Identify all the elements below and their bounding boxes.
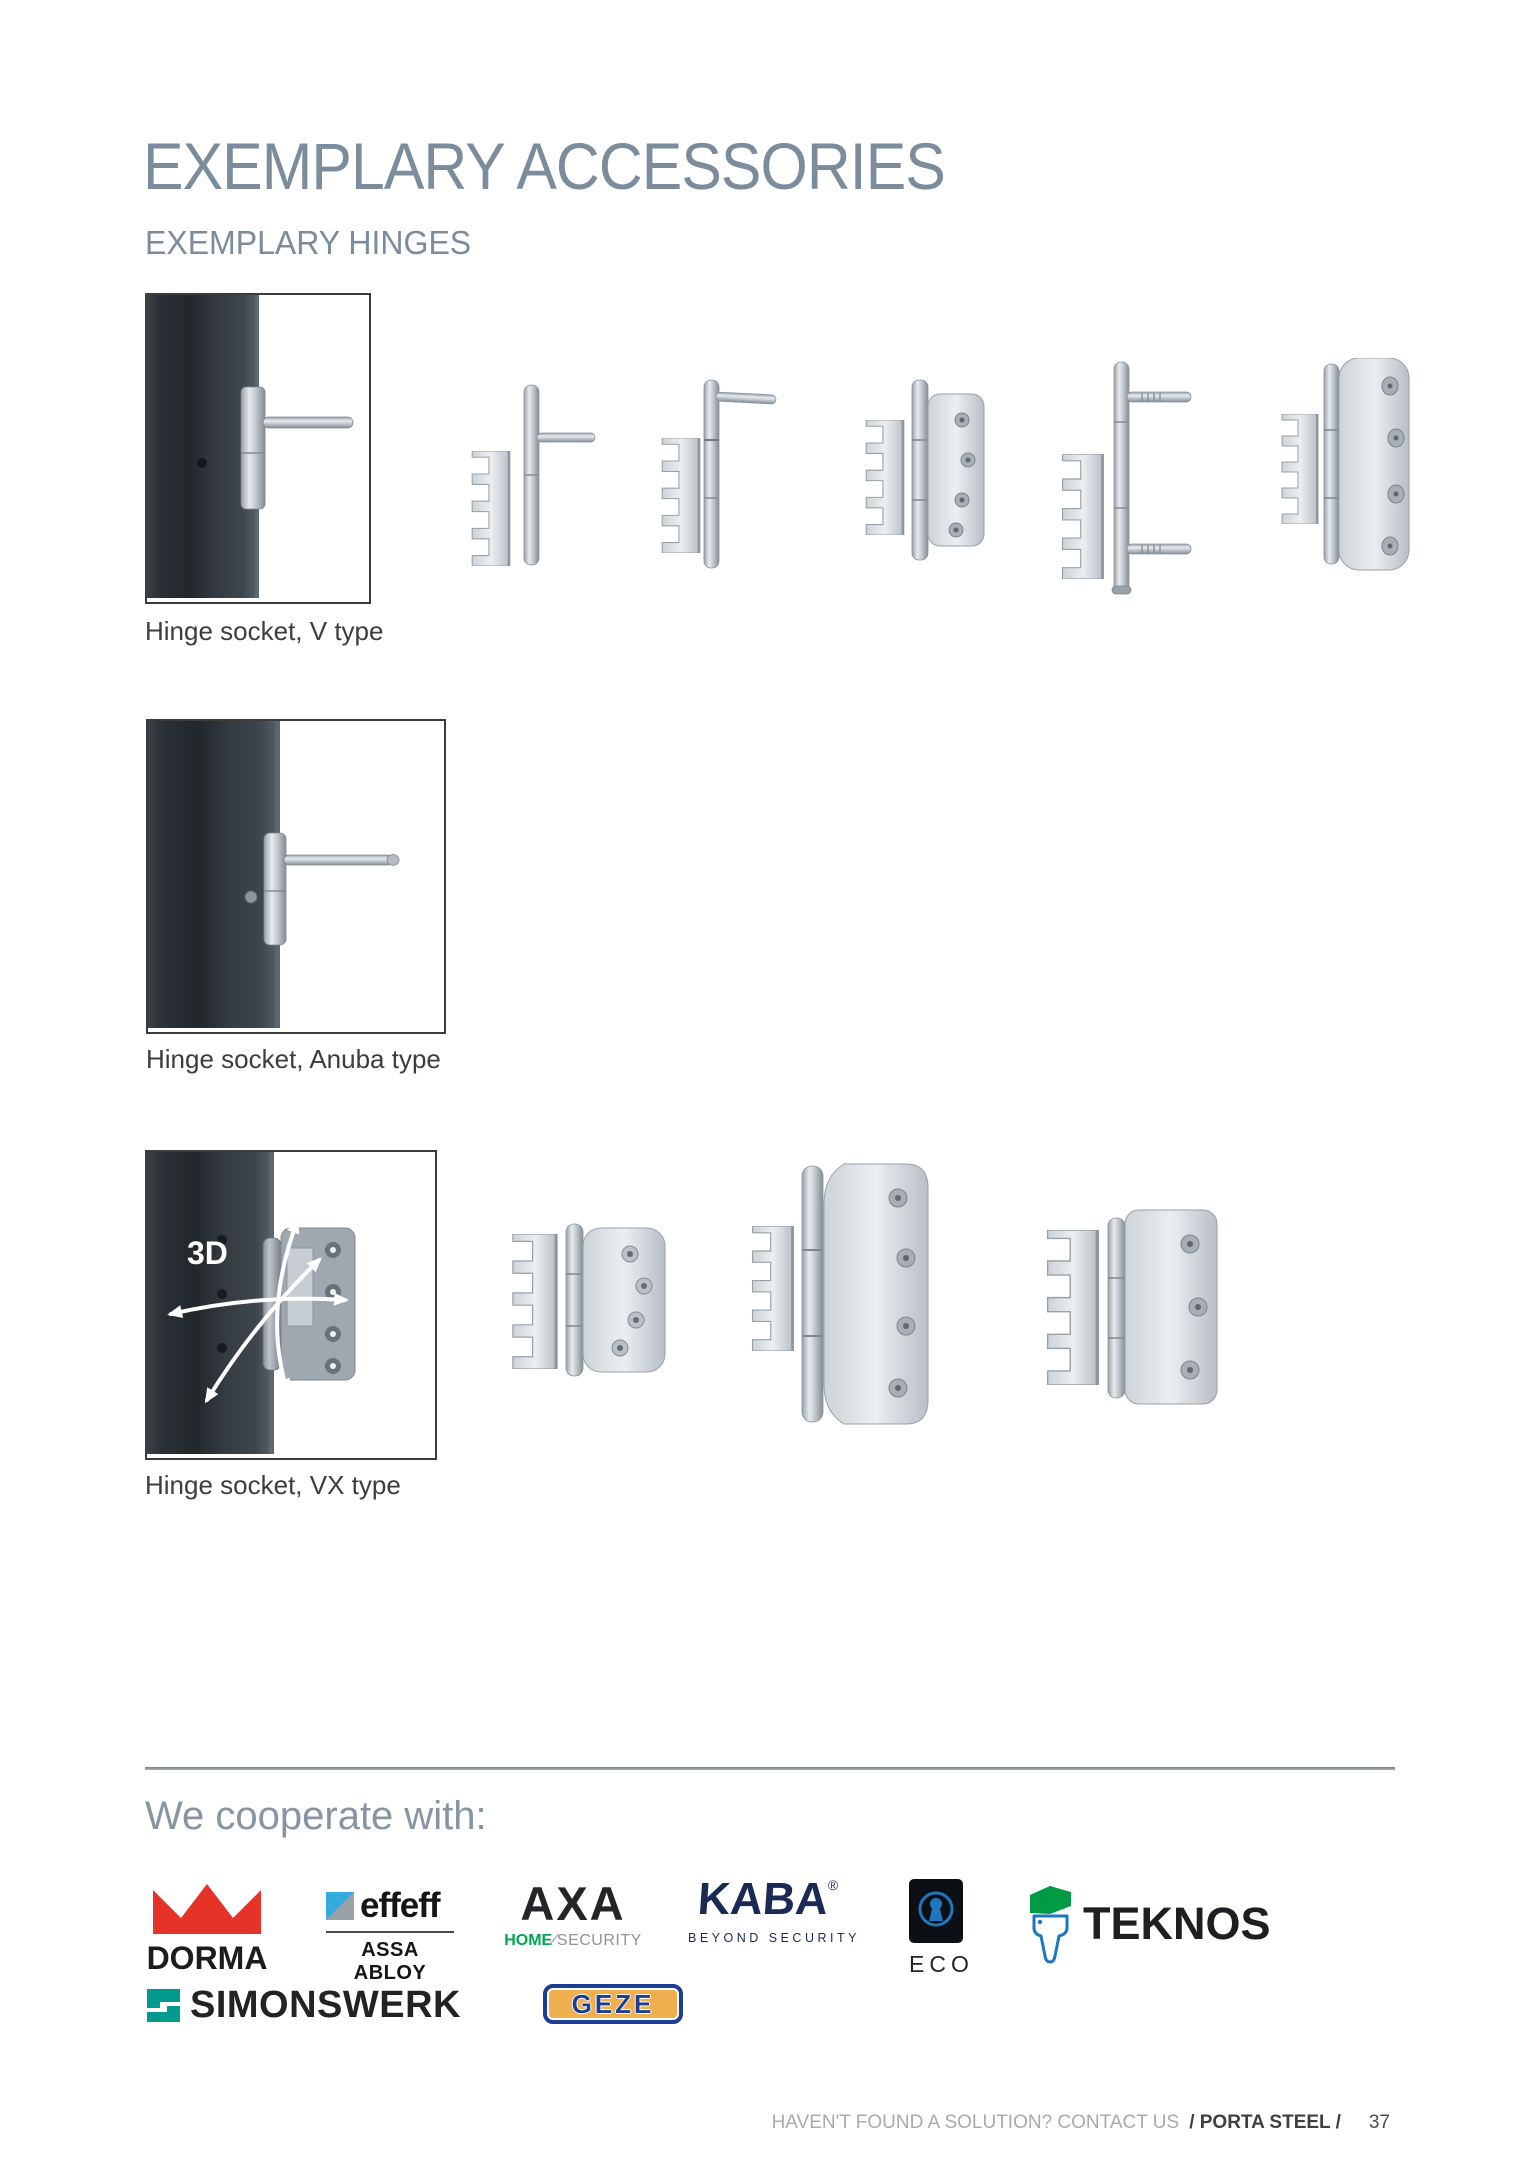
page-title: EXEMPLARY ACCESSORIES [143,129,945,203]
dorma-wordmark: DORMA [146,1940,268,1976]
logo-eco [905,1879,974,1978]
section-divider [145,1767,1395,1770]
door-frame-vx-image [147,1152,431,1454]
dorma-crown-icon [145,1884,269,1934]
axa-wordmark: AXA [520,1877,626,1930]
teknos-brush-icon [1026,1882,1074,1966]
geze-wordmark: GEZE [571,1988,655,2019]
eco-wordmark: ECO [909,1951,974,1977]
logo-geze [543,1984,683,2024]
footer-brand: / PORTA STEEL / [1189,2112,1341,2133]
kaba-wordmark: KABA [696,1873,830,1924]
logo-dorma [145,1884,269,1977]
effeff-square-icon [326,1892,354,1920]
page-footer [0,2112,1390,2134]
axa-security-label: SECURITY [556,1932,642,1949]
page-subtitle: EXEMPLARY HINGES [145,224,472,261]
eco-keyhole-icon [909,1879,963,1943]
effeff-wordmark: effeff [360,1886,440,1925]
overlay-3d-label: 3D [187,1235,228,1271]
photo-hinge-socket-anuba [146,719,446,1034]
simonswerk-wordmark: SIMONSWERK [190,1984,461,2026]
logo-kaba [688,1873,860,1945]
kaba-tagline: BEYOND SECURITY [688,1931,860,1945]
logo-effeff [326,1886,454,1985]
axa-home-label: HOME [504,1932,553,1949]
axa-separator: ⁄ [553,1932,556,1949]
assa-abloy-wordmark: ASSA ABLOY [353,1939,427,1984]
hinge-v-pin-illustration-2 [650,378,780,570]
hinge-vx-flat-illustration [1042,1202,1232,1412]
door-frame-v-image [147,295,365,598]
footer-page-number: 37 [1368,2112,1390,2133]
cooperate-heading: We cooperate with: [145,1794,487,1838]
photo-hinge-socket-v [145,293,371,604]
logo-simonswerk [147,1984,461,2027]
hinge-vx-large-illustration [748,1160,960,1432]
kaba-registered-mark: ® [827,1877,839,1893]
photo-hinge-socket-vx [145,1150,437,1460]
hinge-full-illustration [1278,358,1423,574]
simonswerk-step-icon [147,1989,180,2022]
hinge-leaf-illustration [862,372,997,568]
footer-contact-message: HAVEN'T FOUND A SOLUTION? CONTACT US [771,2112,1180,2133]
hinge-double-pin-illustration [1058,358,1208,600]
hinge-v-pin-illustration-1 [468,383,598,568]
caption-hinge-anuba: Hinge socket, Anuba type [146,1044,441,1074]
logo-axa [504,1877,642,1950]
effeff-divider [326,1931,454,1933]
logo-teknos [1026,1882,1271,1966]
teknos-wordmark: TEKNOS [1083,1898,1271,1949]
caption-hinge-vx: Hinge socket, VX type [145,1470,401,1500]
door-frame-anuba-image [148,721,440,1028]
hinge-vx-small-illustration [508,1222,668,1382]
caption-hinge-v: Hinge socket, V type [145,616,384,646]
